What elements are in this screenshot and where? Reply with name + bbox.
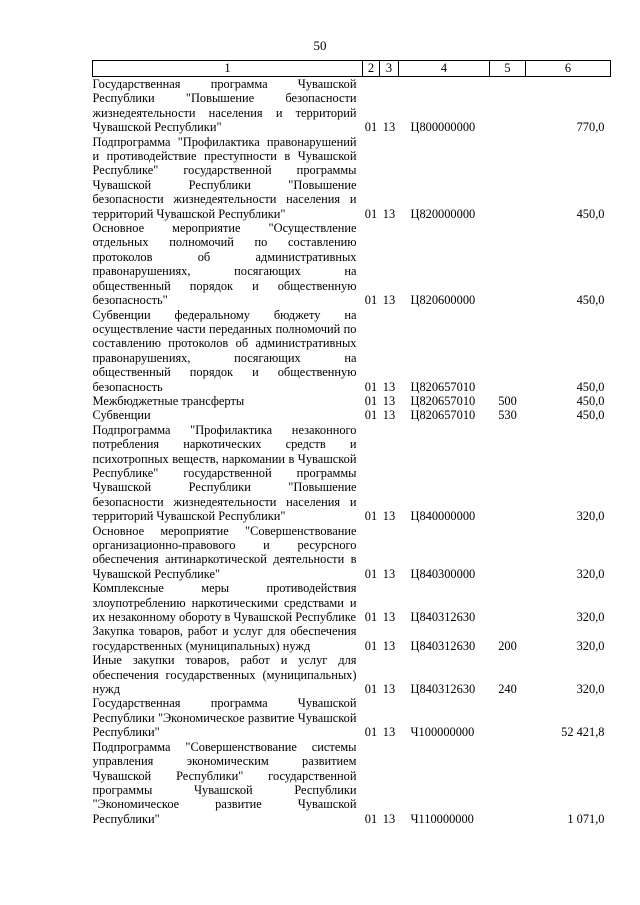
row-name: Субвенции: [92, 408, 151, 423]
row-expense-type: [490, 696, 526, 739]
row-amount: 320,0: [576, 509, 605, 524]
row-name: Комплексные меры противодействия злоупотреблению наркотическими средствами и их незаконному обороту в Чувашской Республике: [92, 581, 357, 625]
row-amount: 450,0: [576, 293, 605, 308]
table-row: [93, 77, 611, 135]
column-header-6: 6: [526, 61, 611, 77]
row-section: 01: [364, 682, 378, 697]
row-subsection: 13: [382, 725, 396, 740]
row-name: Основное мероприятие "Осуществление отдельных полномочий по составлению протоколов об административных правонарушениях, посягающих на общественный порядок и общественную безопасность": [92, 221, 357, 308]
row-subsection: 13: [382, 293, 396, 308]
table-row: [93, 740, 611, 826]
row-subsection: 13: [382, 393, 396, 408]
row-expense-type: [490, 423, 526, 524]
row-subsection: 13: [382, 682, 396, 697]
row-target-code: Ц840312630: [410, 610, 476, 625]
row-target-code: Ц840312630: [410, 638, 476, 653]
row-subsection: 13: [382, 120, 396, 135]
row-name: Подпрограмма "Профилактика правонарушений и противодействие преступности в Чувашской Республике" государственной программы Чувашской Республики "Повышение безопасности жизнедеятельности населения и территорий Чувашской Республики": [92, 134, 357, 221]
table-row: [93, 696, 611, 739]
table-row: [93, 423, 611, 524]
row-section: 01: [364, 610, 378, 625]
row-section: 01: [364, 509, 378, 524]
row-amount: 320,0: [576, 610, 605, 625]
row-name: Иные закупки товаров, работ и услуг для обеспечения государственных (муниципальных) нужд: [92, 653, 357, 697]
row-expense-type: [490, 581, 526, 624]
row-section: 01: [364, 293, 378, 308]
table-row: [93, 308, 611, 394]
column-header-3: 3: [380, 61, 399, 77]
row-target-code: Ц820657010: [410, 393, 476, 408]
row-name: Подпрограмма "Совершенствование системы управления экономическим развитием Чувашской Республики" государственной программы Чувашской Республики "Экономическое развитие Чувашской Республики": [92, 739, 357, 826]
row-section: 01: [364, 120, 378, 135]
row-subsection: 13: [382, 811, 396, 826]
row-amount: 450,0: [576, 206, 605, 221]
column-header-1: 1: [93, 61, 363, 77]
table-row: [93, 624, 611, 653]
row-subsection: 13: [382, 610, 396, 625]
row-name: Подпрограмма "Профилактика незаконного потребления наркотических средств и психотропных веществ, наркомании в Чувашской Республике" государственной программы Чувашской Республики "Повышение безопасности жизнедеятельности населения и территорий Чувашской Республики": [92, 422, 357, 524]
row-expense-type: 530: [498, 408, 517, 423]
row-amount: 320,0: [576, 682, 605, 697]
row-subsection: 13: [382, 638, 396, 653]
table-row: [93, 394, 611, 408]
row-amount: 52 421,8: [561, 725, 605, 740]
budget-table: [92, 60, 611, 826]
row-section: 01: [364, 393, 378, 408]
table-row: [93, 653, 611, 696]
row-name: Межбюджетные трансферты: [92, 393, 245, 408]
row-amount: 770,0: [576, 120, 605, 135]
table-row: [93, 581, 611, 624]
row-target-code: Ц840000000: [410, 509, 476, 524]
row-target-code: Ц800000000: [410, 120, 476, 135]
row-expense-type: [490, 524, 526, 582]
row-name: Основное мероприятие "Совершенствование организационно-правового и ресурсного обеспечения антинаркотической деятельности в Чувашской Республике": [92, 523, 357, 581]
column-header-2: 2: [363, 61, 380, 77]
row-amount: 450,0: [576, 393, 605, 408]
row-target-code: Ц820657010: [410, 379, 476, 394]
row-target-code: Ц840300000: [410, 566, 476, 581]
table-row: [93, 221, 611, 307]
row-section: 01: [364, 379, 378, 394]
row-name: Государственная программа Чувашской Республики "Повышение безопасности жизнедеятельности населения и территорий Чувашской Республики": [92, 77, 357, 135]
row-amount: 450,0: [576, 408, 605, 423]
column-header-5: 5: [490, 61, 526, 77]
row-name: Субвенции федеральному бюджету на осуществление части переданных полномочий по составлению протоколов об административных правонарушениях, посягающих на общественный порядок и общественную безопасность: [92, 307, 357, 394]
row-target-code: Ц820000000: [410, 206, 476, 221]
column-header-4: 4: [399, 61, 490, 77]
row-section: 01: [364, 725, 378, 740]
row-expense-type: [490, 308, 526, 394]
row-target-code: Ч110000000: [410, 811, 474, 826]
row-section: 01: [364, 638, 378, 653]
table-row: [93, 408, 611, 422]
row-expense-type: [490, 135, 526, 221]
row-target-code: Ц820600000: [410, 293, 476, 308]
row-amount: 1 071,0: [567, 811, 605, 826]
table-row: [93, 135, 611, 221]
row-expense-type: 240: [498, 682, 517, 697]
row-subsection: 13: [382, 408, 396, 423]
row-target-code: Ц840312630: [410, 682, 476, 697]
row-target-code: Ц820657010: [410, 408, 476, 423]
row-subsection: 13: [382, 566, 396, 581]
row-amount: 320,0: [576, 566, 605, 581]
row-expense-type: [490, 221, 526, 307]
row-section: 01: [364, 408, 378, 423]
table-row: [93, 524, 611, 582]
row-subsection: 13: [382, 379, 396, 394]
table-header-row: [93, 61, 611, 77]
row-name: Закупка товаров, работ и услуг для обеспечения государственных (муниципальных) нужд: [92, 624, 357, 653]
row-section: 01: [364, 566, 378, 581]
row-name: Государственная программа Чувашской Республики "Экономическое развитие Чувашской Республики": [92, 696, 357, 740]
page-number: 50: [313, 38, 327, 53]
row-expense-type: 200: [498, 638, 517, 653]
row-expense-type: [490, 740, 526, 826]
row-target-code: Ч100000000: [410, 725, 475, 740]
row-amount: 450,0: [576, 379, 605, 394]
row-amount: 320,0: [576, 638, 605, 653]
row-subsection: 13: [382, 509, 396, 524]
row-expense-type: [490, 77, 526, 135]
row-section: 01: [364, 206, 378, 221]
row-subsection: 13: [382, 206, 396, 221]
row-section: 01: [364, 811, 378, 826]
row-expense-type: 500: [498, 393, 517, 408]
